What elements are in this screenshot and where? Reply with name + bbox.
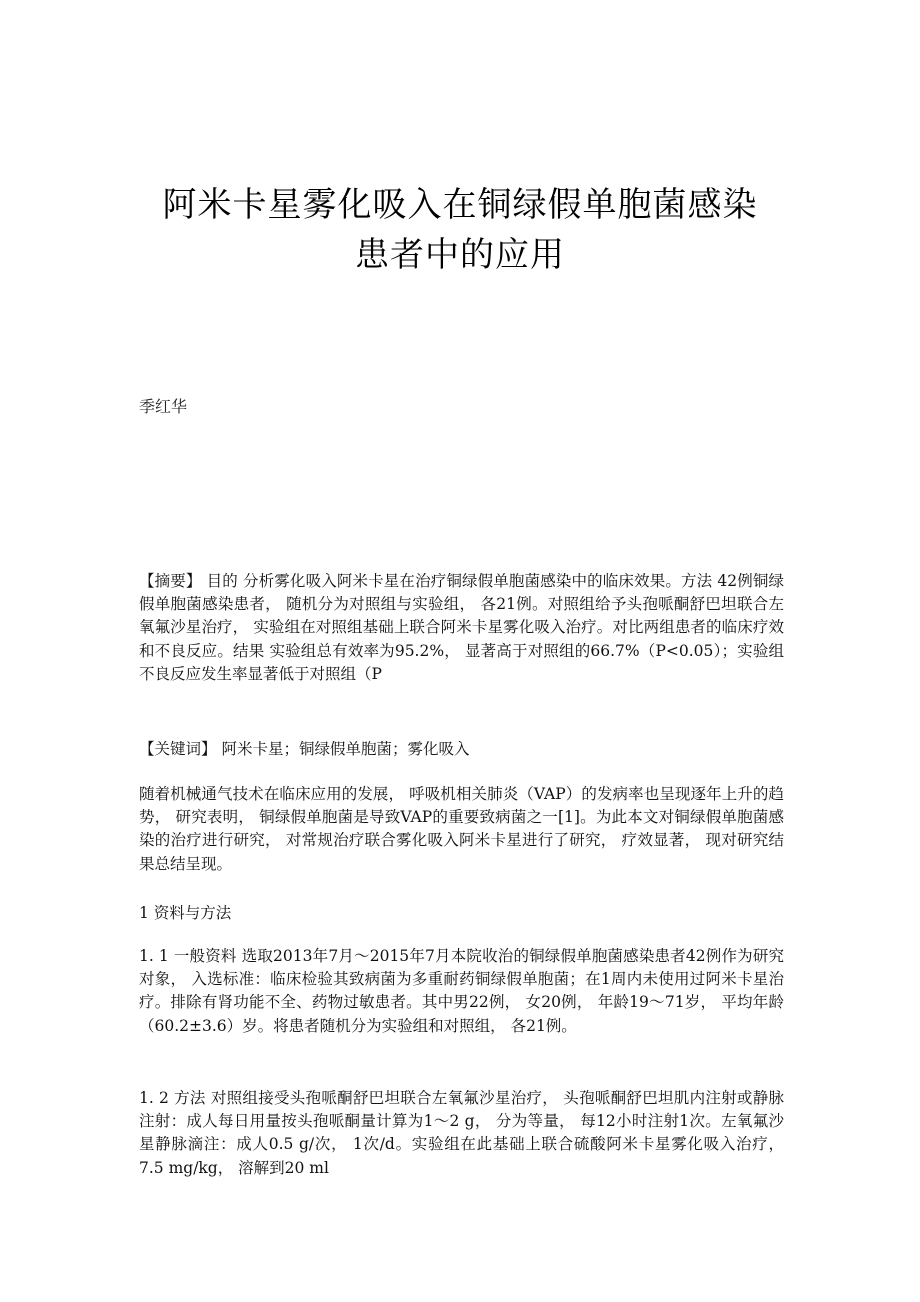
abstract-label: 【摘要】	[139, 572, 202, 590]
author-name: 季红华	[139, 397, 188, 416]
keywords-label: 【关键词】	[139, 740, 217, 758]
section-1-1-paragraph: 1. 1 一般资料 选取2013年7月～2015年7月本院收治的铜绿假单胞菌感染患者42例作为研究对象， 入选标准：临床检验其致病菌为多重耐药铜绿假单胞菌；在1周内未使用过阿米卡星治疗。排除有肾功能不全、药物过敏患者。其中男22例， 女20例， 年龄19～71岁， 平均年龄（60.2±3.6）岁。将患者随机分为实验组和对照组， 各21例。	[139, 947, 784, 1035]
intro-paragraph: 随着机械通气技术在临床应用的发展， 呼吸机相关肺炎（VAP）的发病率也呈现逐年上升的趋势， 研究表明， 铜绿假单胞菌是导致VAP的重要致病菌之一[1]。为此本文对铜绿假单胞菌感染的治疗进行研究， 对常规治疗联合雾化吸入阿米卡星进行了研究， 疗效显著， 现对研究结果总结呈现。	[139, 785, 784, 873]
keywords-paragraph	[139, 738, 784, 761]
section-1-heading: 1 资料与方法	[139, 904, 232, 922]
abstract-text: 目的 分析雾化吸入阿米卡星在治疗铜绿假单胞菌感染中的临床效果。方法 42例铜绿假单胞菌感染患者， 随机分为对照组与实验组， 各21例。对照组给予头孢哌酮舒巴坦联合左氧氟沙星治疗， 实验组在对照组基础上联合阿米卡星雾化吸入治疗。对比两组患者的临床疗效和不良反应。结果 实验组总有效率为95.2%， 显著高于对照组的66.7%（P<0.05）；实验组不良反应发生率显著低于对照组（P	[139, 572, 784, 683]
document-title	[130, 180, 790, 280]
keywords-text: 阿米卡星；铜绿假单胞菌；雾化吸入	[216, 740, 470, 758]
section-1-2-paragraph: 1. 2 方法 对照组接受头孢哌酮舒巴坦联合左氧氟沙星治疗， 头孢哌酮舒巴坦肌内注射或静脉注射：成人每日用量按头孢哌酮量计算为1～2 g， 分为等量， 每12小时注射1次。左氧氟沙星静脉滴注：成人0.5 g/次， 1次/d。实验组在此基础上联合硫酸阿米卡星雾化吸入治疗， 7.5 mg/kg， 溶解到20 ml	[139, 1089, 784, 1177]
abstract-paragraph	[139, 570, 784, 686]
title-line-2: 患者中的应用	[355, 235, 565, 275]
title-line-1: 阿米卡星雾化吸入在铜绿假单胞菌感染	[162, 185, 758, 225]
